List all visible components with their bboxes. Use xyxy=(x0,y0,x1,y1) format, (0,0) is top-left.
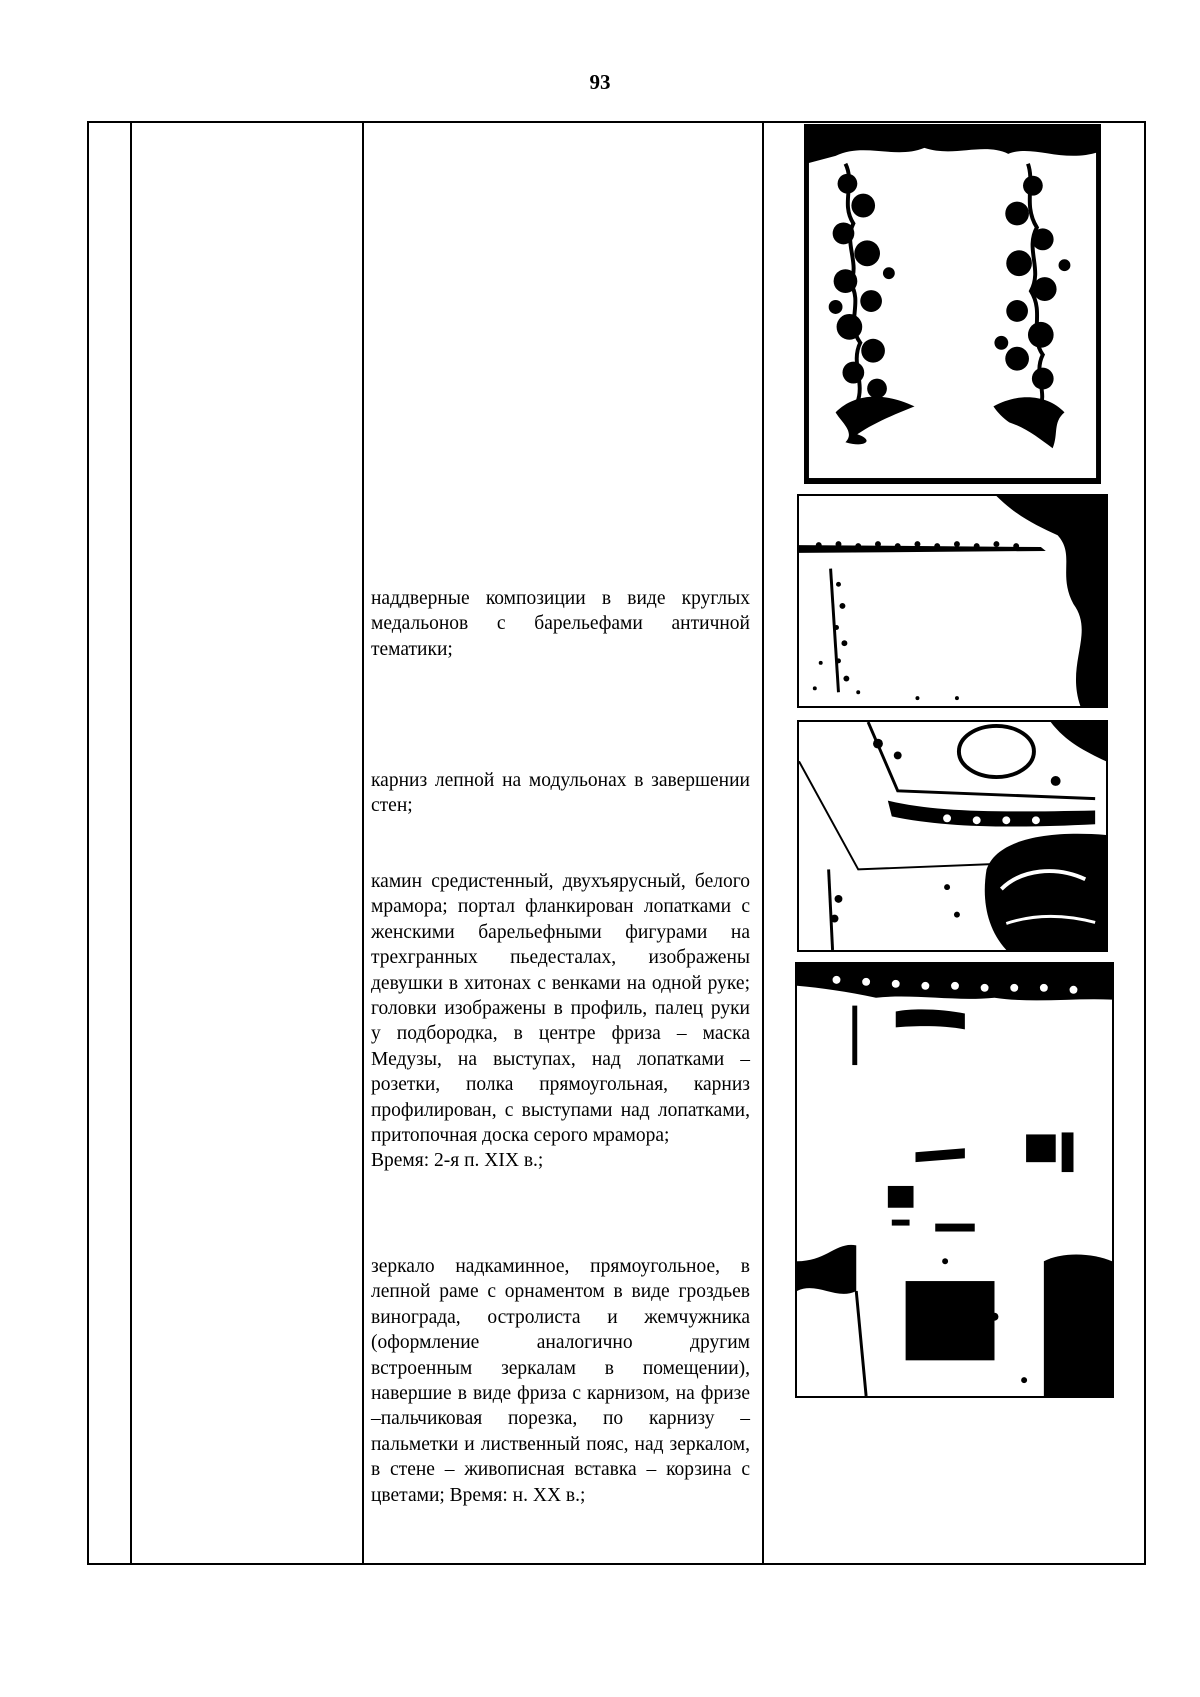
fireplace-description xyxy=(371,869,750,1174)
fireplace-photo xyxy=(795,962,1114,1398)
mirror-description xyxy=(371,1254,750,1508)
cornice-description xyxy=(371,768,750,819)
column-divider xyxy=(130,123,132,1563)
vine-ornament-photo xyxy=(804,124,1101,484)
overdoor-text: наддверные композиции в виде круглых медальонов с барельефами античной тематики; xyxy=(371,588,750,660)
overdoor-description xyxy=(371,586,750,662)
mirror-text: зеркало надкаминное, прямоугольное, в лепной раме с орнаментом в виде гроздьев винограда, остролиста и жемчужника (оформление аналогично другим встроенным зеркалам в помещении), навершие в виде фриза с карнизом, на фризе –пальчиковая порезка, по карнизу – пальметки и лиственный пояс, над зеркалом, в стене – живописная вставка – корзина с цветами; Время: н. XX в.; xyxy=(371,1256,750,1506)
fireplace-date: Время: 2-я п. XIX в.; xyxy=(371,1150,544,1172)
column-divider xyxy=(362,123,364,1563)
column-divider xyxy=(762,123,764,1563)
cornice-photo xyxy=(797,720,1108,952)
overdoor-medallion-photo xyxy=(797,494,1108,708)
fireplace-text: камин средистенный, двухъярусный, белого мрамора; портал фланкирован лопатками с женскими барельефными фигурами на трехгранных пьедесталах, изображены девушки в хитонах с венками на одной руке; головки изображены в профиль, палец руки у подбородка, в центре фриза – маска Медузы, на выступах, над лопатками – розетки, полка прямоугольная, карниз профилирован, с выступами над лопатками, притопочная доска серого мрамора; xyxy=(371,871,750,1147)
page-number: 93 xyxy=(589,70,611,94)
cornice-text: карниз лепной на модульонах в завершении стен; xyxy=(371,770,750,817)
